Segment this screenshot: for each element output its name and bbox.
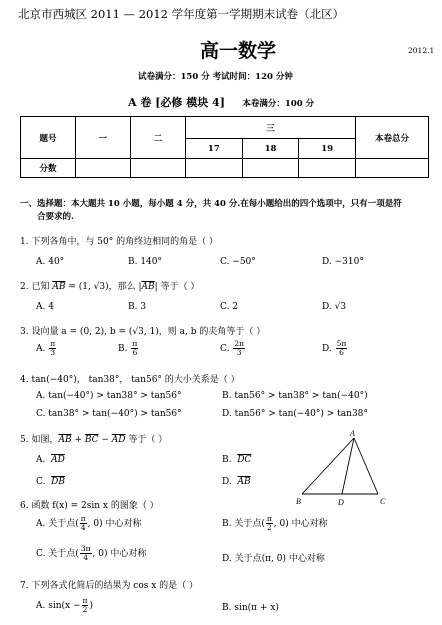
q1-option-d[interactable]: D. −310°	[322, 257, 364, 267]
section-title: A 卷 [必修 模块 4]	[128, 96, 225, 109]
q5-stem	[20, 432, 167, 445]
vertex-a-label: A	[350, 429, 355, 438]
q5-option-d[interactable]	[222, 477, 251, 487]
q5-number: 5. 如图，	[20, 435, 59, 445]
q3-option-d-fraction	[336, 340, 348, 357]
q5-option-c-vector: $\overline{DB}$	[51, 477, 66, 487]
q5-vector-ad: $\overline{AD}$	[111, 435, 126, 445]
q2-option-b[interactable]: B. 3	[128, 302, 147, 312]
q4-option-d[interactable]: D. tan56° > tan(−40°) > tan38°	[222, 409, 368, 419]
q3-option-c[interactable]	[220, 340, 246, 357]
q6-option-d[interactable]: D. 关于点(π, 0) 中心对称	[222, 554, 325, 564]
q6-option-a-fraction	[80, 515, 87, 532]
score-cell[interactable]	[356, 159, 429, 178]
q5-option-a[interactable]	[36, 455, 65, 465]
q6-option-b-tail: , 0) 中心对称	[273, 518, 328, 529]
q7-option-a-label: A. sin(x −	[36, 600, 81, 611]
q7-option-a[interactable]	[36, 597, 93, 614]
vertex-b-label: B	[296, 497, 301, 506]
score-cell[interactable]	[131, 159, 186, 178]
fraction-numerator: 5π	[336, 339, 347, 348]
fraction-denominator: 3	[50, 347, 56, 357]
q5-plus: +	[71, 435, 85, 445]
q1-option-a[interactable]: A. 40°	[36, 257, 65, 267]
edge-ac	[354, 438, 378, 494]
q6-option-b-label: B. 关于点(	[222, 518, 265, 529]
section-score: 本卷满分：100 分	[242, 99, 315, 109]
q6-option-a-tail: , 0) 中心对称	[87, 518, 142, 529]
q6-option-b-fraction	[266, 515, 273, 532]
exam-date: 2012.1	[408, 46, 435, 55]
section-heading	[128, 94, 314, 110]
q5-vector-bc: $\overline{BC}$	[84, 435, 99, 445]
exam-header: 北京市西城区 2011 — 2012 学年度第一学期期末试卷（北区）	[18, 7, 345, 21]
q6-option-a[interactable]	[36, 515, 142, 532]
fraction-numerator: π	[266, 514, 272, 523]
q6-option-c[interactable]	[36, 545, 146, 562]
score-cell[interactable]	[299, 159, 356, 178]
header-q19: 19	[299, 139, 356, 159]
q2-vector-ab-2: $\overline{AB}$	[141, 282, 155, 292]
q5-option-d-label: D.	[222, 477, 232, 487]
q3-option-a-label: A.	[36, 343, 46, 354]
vertex-c-label: C	[380, 497, 386, 506]
header-total: 本卷总分	[356, 117, 429, 159]
q5-tail: 等于（ ）	[125, 435, 168, 445]
fraction-denominator: 3	[236, 347, 242, 357]
q3-stem: 3. 设向量 a = (0, 2), b = (√3, 1)，则 a, b 的夹角等于（ ）	[20, 327, 266, 337]
fraction-numerator: π	[50, 339, 56, 348]
fraction-numerator: 2π	[234, 339, 245, 348]
q2-option-d[interactable]: D. √3	[322, 302, 347, 312]
q5-option-a-label: A.	[36, 455, 46, 465]
q3-option-c-label: C.	[220, 343, 230, 354]
fraction-numerator: π	[82, 596, 88, 605]
triangle-figure	[296, 428, 396, 512]
fraction-denominator: 4	[83, 552, 89, 562]
fraction-denominator: 2	[266, 522, 272, 532]
score-table	[20, 116, 429, 178]
q3-option-b-label: B.	[118, 343, 128, 354]
q6-option-b[interactable]	[222, 515, 328, 532]
part1-title-cont: 合要求的.	[37, 212, 74, 222]
q2-tail: | 等于（ ）	[154, 282, 200, 292]
q5-option-a-vector: $\overline{AD}$	[51, 455, 65, 465]
header-q17: 17	[186, 139, 243, 159]
score-cell[interactable]	[76, 159, 131, 178]
q4-option-a[interactable]: A. tan(−40°) > tan38° > tan56°	[36, 391, 182, 401]
q4-option-c[interactable]: C. tan38° > tan(−40°) > tan56°	[36, 409, 182, 419]
q3-option-b[interactable]	[118, 340, 139, 357]
q3-option-a-fraction	[49, 340, 56, 357]
q6-option-c-tail: , 0) 中心对称	[92, 548, 147, 559]
q2-option-a[interactable]: A. 4	[36, 302, 54, 312]
q3-option-d-label: D.	[322, 343, 332, 354]
fraction-denominator: 4	[80, 522, 86, 532]
q4-option-b[interactable]: B. tan56° > tan38° > tan(−40°)	[222, 391, 368, 401]
fraction-denominator: 6	[132, 347, 138, 357]
q6-option-a-label: A. 关于点(	[36, 518, 79, 529]
q6-option-c-fraction	[80, 545, 92, 562]
q6-option-c-label: C. 关于点(	[36, 548, 79, 559]
page-title: 高一数学	[200, 40, 277, 62]
q5-option-b[interactable]	[222, 455, 251, 465]
score-cell[interactable]	[242, 159, 299, 178]
q5-option-b-vector: $\overline{DC}$	[237, 455, 252, 465]
q3-option-c-fraction	[233, 340, 245, 357]
edge-ab	[302, 438, 354, 494]
header-part2: 二	[131, 117, 186, 159]
q4-stem: 4. tan(−40°)， tan38°， tan56° 的大小关系是（ ）	[20, 375, 240, 385]
fraction-numerator: 3π	[80, 544, 91, 553]
fraction-denominator: 6	[339, 347, 344, 357]
vertex-d-label: D	[338, 498, 344, 507]
part1-title: 一、选择题：本大题共 10 小题，每小题 4 分，共 40 分.在每小题给出的四个选项中，只有一项是符	[20, 199, 402, 209]
edge-ad	[342, 438, 354, 494]
q3-option-a[interactable]	[36, 340, 57, 357]
header-part3: 三	[186, 117, 356, 139]
q5-vector-ab: $\overline{AB}$	[58, 435, 72, 445]
q5-option-c-label: C.	[36, 477, 46, 487]
q5-option-b-label: B.	[222, 455, 232, 465]
q2-equation: = (1, √3)，那么 |	[65, 282, 142, 292]
score-cell[interactable]	[186, 159, 243, 178]
exam-info: 试卷满分：150 分 考试时间：120 分钟	[138, 72, 293, 82]
q3-option-d[interactable]	[322, 340, 348, 357]
header-tihao: 题号	[21, 117, 76, 159]
q5-option-c[interactable]	[36, 477, 65, 487]
q1-stem: 1. 下列各角中，与 50° 的角终边相同的角是（ ）	[20, 237, 218, 247]
fraction-numerator: π	[80, 514, 86, 523]
q1-option-c[interactable]: C. −50°	[220, 257, 256, 267]
q3-option-b-fraction	[131, 340, 138, 357]
q2-stem	[20, 279, 199, 292]
q2-option-c[interactable]: C. 2	[220, 302, 239, 312]
q7-option-a-fraction	[82, 597, 89, 614]
header-part1: 一	[76, 117, 131, 159]
q7-stem: 7. 下列各式化简后的结果为 cos x 的是（ ）	[20, 581, 199, 591]
q2-number: 2. 已知	[20, 282, 50, 292]
q1-option-b[interactable]: B. 140°	[128, 257, 163, 267]
q5-option-d-vector: $\overline{AB}$	[237, 477, 251, 487]
q6-stem: 6. 函数 f(x) = 2sin x 的图象（ ）	[20, 501, 159, 511]
q2-vector-ab: $\overline{AB}$	[52, 282, 66, 292]
score-label: 分数	[21, 159, 76, 178]
q5-minus: −	[98, 435, 112, 445]
fraction-denominator: 2	[82, 604, 88, 614]
header-q18: 18	[242, 139, 299, 159]
q7-option-a-tail: )	[89, 600, 93, 611]
fraction-numerator: π	[132, 339, 138, 348]
q7-option-b[interactable]: B. sin(π + x)	[222, 603, 279, 613]
